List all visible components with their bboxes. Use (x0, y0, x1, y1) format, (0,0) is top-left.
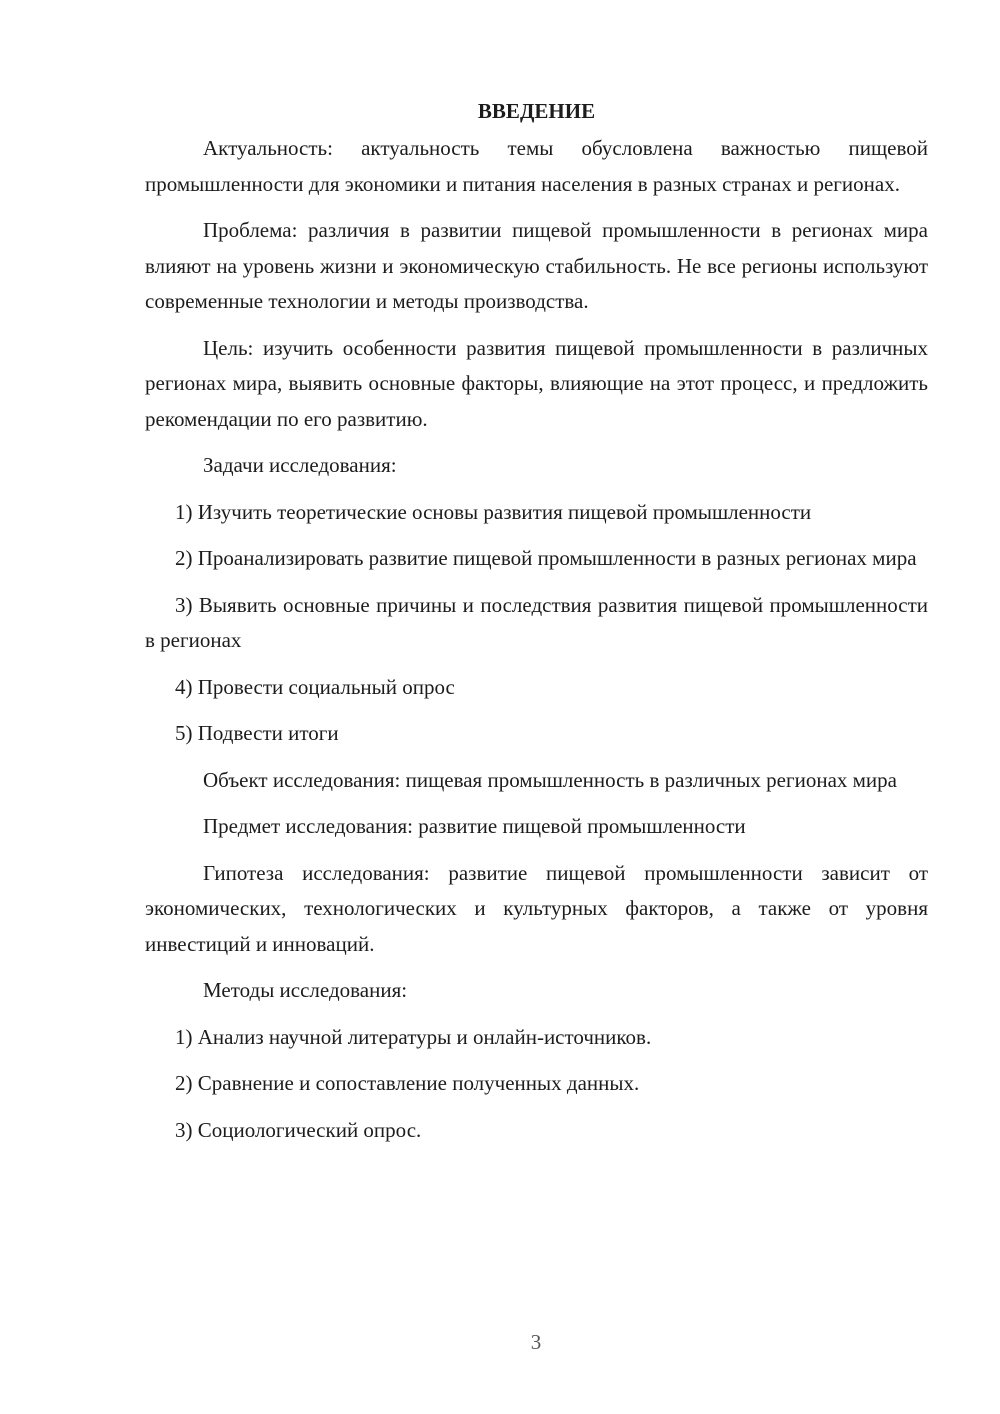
task-item: 4) Провести социальный опрос (175, 674, 455, 699)
task-item: 5) Подвести итоги (175, 721, 339, 745)
object-paragraph: Объект исследования: пищевая промышленность в различных регионах мира (203, 767, 897, 792)
relevance-paragraph: Актуальность: актуальность темы обусловлена важностью пищевой промышленности для экономики и питания населения в разных странах и регионах. (145, 136, 928, 196)
goal-paragraph: Цель: изучить особенности развития пищевой промышленности в различных регионах мира, выявить основные факторы, влияющие на этот процесс, и предложить рекомендации по его развитию. (145, 335, 928, 431)
tasks-list (145, 495, 928, 752)
problem-paragraph: Проблема: различия в развитии пищевой промышленности в регионах мира влияют на уровень жизни и экономическую стабильность. Не все регионы используют современные технологии и методы производства. (145, 218, 928, 313)
tasks-heading: Задачи исследования: (203, 453, 397, 477)
task-item: 2) Проанализировать развитие пищевой промышленности в разных регионах мира (175, 546, 917, 570)
document-page (145, 93, 928, 1159)
methods-heading: Методы исследования: (203, 978, 408, 1002)
method-item: 2) Сравнение и сопоставление полученных данных. (175, 1071, 640, 1095)
section-title: ВВЕДЕНИЕ (477, 99, 596, 123)
methods-list (145, 1020, 928, 1149)
task-item: 3) Выявить основные причины и последствия развития пищевой промышленности в регионах (145, 592, 928, 652)
task-item: 1) Изучить теоретические основы развития пищевой промышленности (175, 499, 812, 524)
subject-paragraph: Предмет исследования: развитие пищевой промышленности (203, 814, 746, 838)
page-number: 3 (530, 1330, 542, 1354)
method-item: 3) Социологический опрос. (175, 1117, 422, 1142)
method-item: 1) Анализ научной литературы и онлайн-источников. (175, 1024, 652, 1049)
hypothesis-paragraph: Гипотеза исследования: развитие пищевой промышленности зависит от экономических, технологических и культурных факторов, а также от уровня инвестиций и инноваций. (145, 860, 928, 956)
